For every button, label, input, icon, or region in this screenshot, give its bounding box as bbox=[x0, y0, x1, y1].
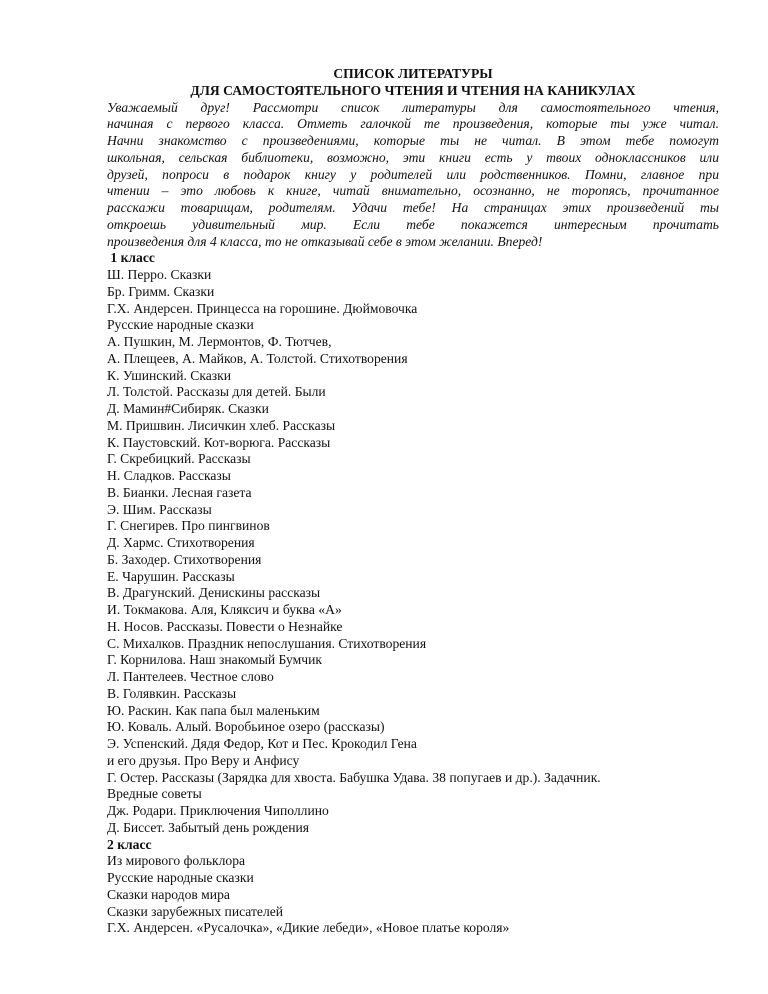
list-item: Вредные советы bbox=[107, 786, 202, 802]
list-item: Ю. Раскин. Как папа был маленьким bbox=[107, 702, 320, 718]
intro-line: произведения для 4 класса, то не отказывай себе в этом желании. Вперед! bbox=[107, 233, 543, 249]
intro-line: начиная с первого класса. Отметь галочкой те произведения, которые ты уже читал. bbox=[107, 116, 719, 132]
list-item: В. Драгунский. Денискины рассказы bbox=[107, 585, 321, 601]
list-item: В. Голявкин. Рассказы bbox=[107, 685, 237, 701]
list-item: Ю. Коваль. Алый. Воробьиное озеро (рассказы) bbox=[107, 719, 385, 735]
list-item: А. Плещеев, А. Майков, А. Толстой. Стихотворения bbox=[107, 350, 408, 366]
document-page bbox=[107, 66, 719, 937]
list-item: Г.Х. Андерсен. «Русалочка», «Дикие лебеди», «Новое платье короля» bbox=[107, 920, 510, 936]
list-item: Д. Хармс. Стихотворения bbox=[107, 535, 255, 550]
intro-line: Уважаемый друг! Рассмотри список литературы для самостоятельного чтения, bbox=[107, 99, 719, 115]
grade-1-list bbox=[107, 267, 719, 837]
list-item: Г.Х. Андерсен. Принцесса на горошине. Дюймовочка bbox=[107, 300, 418, 316]
list-item: С. Михалков. Праздник непослушания. Стихотворения bbox=[107, 635, 427, 651]
list-item: И. Токмакова. Аля, Кляксич и буква «А» bbox=[107, 602, 342, 617]
list-item: Дж. Родари. Приключения Чиполлино bbox=[107, 803, 329, 818]
list-item: А. Пушкин, М. Лермонтов, Ф. Тютчев, bbox=[107, 334, 332, 349]
grade-2-list bbox=[107, 853, 719, 937]
intro-paragraph bbox=[107, 100, 719, 251]
list-item: Л. Толстой. Рассказы для детей. Были bbox=[107, 384, 326, 400]
list-item: К. Ушинский. Сказки bbox=[107, 367, 232, 383]
list-item: Русские народные сказки bbox=[107, 870, 254, 885]
intro-line: Начни знакомство с произведениями, которые ты не читал. В этом тебе помогут bbox=[107, 133, 719, 148]
list-item: Л. Пантелеев. Честное слово bbox=[107, 669, 274, 684]
list-item: Н. Сладков. Рассказы bbox=[107, 468, 231, 483]
list-item: Д. Мамин#Сибиряк. Сказки bbox=[107, 401, 269, 416]
intro-line: чтении – это любовь к книге, читай внимательно, осознанно, не торопясь, прочитанное bbox=[107, 183, 719, 199]
list-item: Д. Биссет. Забытый день рождения bbox=[107, 819, 309, 835]
title-line-2: ДЛЯ САМОСТОЯТЕЛЬНОГО ЧТЕНИЯ И ЧТЕНИЯ НА КАНИКУЛАХ bbox=[190, 82, 636, 98]
list-item: Русские народные сказки bbox=[107, 317, 254, 333]
list-item: Н. Носов. Рассказы. Повести о Незнайке bbox=[107, 618, 343, 634]
list-item: Б. Заходер. Стихотворения bbox=[107, 551, 262, 567]
grade-1-heading: 1 класс bbox=[107, 250, 155, 266]
intro-line: друзей, попроси в подарок книгу у родителей или родственников. Помни, главное при bbox=[107, 166, 719, 182]
list-item: Э. Успенский. Дядя Федор, Кот и Пес. Крокодил Гена bbox=[107, 736, 417, 751]
list-item: Г. Остер. Рассказы (Зарядка для хвоста. Бабушка Удава. 38 попугаев и др.). Задачник. bbox=[107, 769, 601, 785]
list-item: Э. Шим. Рассказы bbox=[107, 501, 212, 517]
grade-2-heading: 2 класс bbox=[107, 836, 152, 852]
list-item: Бр. Гримм. Сказки bbox=[107, 283, 215, 299]
list-item: М. Пришвин. Лисичкин хлеб. Рассказы bbox=[107, 417, 336, 433]
list-item: К. Паустовский. Кот-ворюга. Рассказы bbox=[107, 434, 331, 450]
list-item: Ш. Перро. Сказки bbox=[107, 267, 212, 282]
title-line-1: СПИСОК ЛИТЕРАТУРЫ bbox=[333, 66, 493, 81]
list-item: Сказки народов мира bbox=[107, 886, 230, 902]
list-item: и его друзья. Про Веру и Анфису bbox=[107, 752, 300, 768]
list-item: Е. Чарушин. Рассказы bbox=[107, 568, 235, 584]
intro-line: откроешь удивительный мир. Если тебе покажется интересным прочитать bbox=[107, 216, 719, 232]
list-item: Г. Снегирев. Про пингвинов bbox=[107, 518, 270, 534]
list-item: Г. Корнилова. Наш знакомый Бумчик bbox=[107, 652, 322, 668]
list-item: В. Бианки. Лесная газета bbox=[107, 484, 252, 500]
intro-line: школьная, сельская библиотеки, возможно, эти книги есть у твоих одноклассников или bbox=[107, 149, 719, 165]
list-item: Сказки зарубежных писателей bbox=[107, 903, 284, 919]
list-item: Г. Скребицкий. Рассказы bbox=[107, 451, 251, 467]
list-item: Из мирового фольклора bbox=[107, 853, 246, 869]
intro-line: расскажи товарищам, родителям. Удачи тебе! На страницах этих произведений ты bbox=[107, 200, 719, 215]
